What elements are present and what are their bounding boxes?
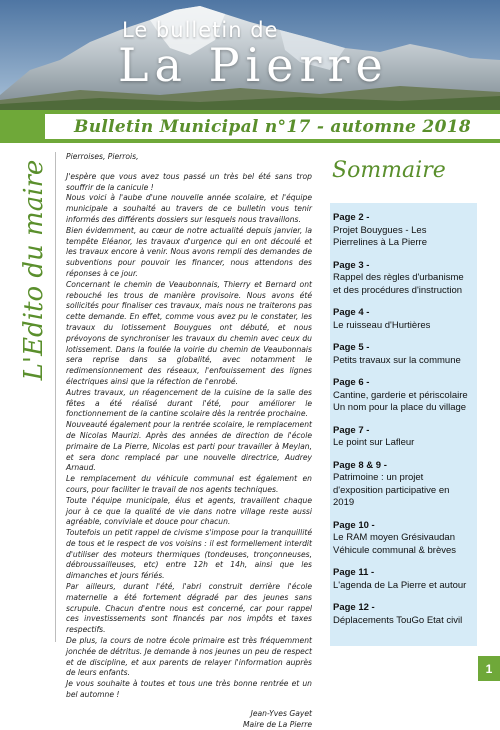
toc-page: Page 8 & 9 - [333,459,387,471]
toc-page: Page 2 - [333,212,370,223]
toc-item[interactable] [333,425,473,450]
signature-name: Jean-Yves Gayet [250,708,312,718]
toc-desc: Cantine, garderie et périscolaire Un nom pour la place du village [333,389,468,413]
toc-page: Page 7 - [333,424,370,436]
toc-page: Page 3 - [333,259,370,271]
header-banner [0,0,500,110]
toc-desc: Projet Bouygues - Les Pierrelines à La Pierre [333,224,427,248]
toc-page: Page 11 - [333,567,375,578]
toc-desc: Patrimoine : un projet d'exposition participative en 2019 [333,472,450,508]
toc-desc: Le ruisseau d'Hurtières [333,319,431,331]
toc-item[interactable] [333,602,473,627]
toc-page: Page 6 - [333,377,370,388]
letter-paragraph: Concernant le chemin de Veaubonnais, Thierry et Bernard ont rebouché les trous de manière provisoire. Nous avons été sollicités pour finaliser ces travaux, mais nous ne traiterons pas cette demande. En effet, comme vous avez pu le constater, les travaux du lotissement Bouygues ont débuté, et nous prévoyons de synchroniser les travaux du chemin avec ceux du lotissement. Dans la foulée la voirie du chemin de Veaubonnais sera reprise dans sa globalité, avec notamment le redimensionnement des réseaux, l'enfouissement des lignes électriques ainsi que la réfection de l'enrobé. [66,279,312,386]
toc-page: Page 10 - [333,519,375,531]
toc-page: Page 5 - [333,342,370,353]
letter-paragraph: Nouveauté également pour la rentrée scolaire, le remplacement de Nicolas Maurizi. Après des années de direction de l'école primaire de La Pierre, Nicolas est parti pour travailler à Meylan, et sera donc remplacé par une nouvelle directrice, Audrey Arnaud. [66,420,312,473]
toc-item[interactable] [333,377,473,415]
toc-item[interactable] [333,460,473,510]
bulletin-title-big: La Pierre [118,38,389,92]
bulletin-title-small: Le bulletin de [122,18,279,42]
letter-paragraph: Je vous souhaite à toutes et tous une très bonne rentrée et un bel automne ! [66,679,312,700]
toc-item[interactable] [333,260,473,298]
letter-paragraph: De plus, la cours de notre école primaire est très fréquemment jonchée de détritus. Je demande à nos jeunes un peu de respect et de discipline, et aux parents de relayer l'information auprès de leurs enfants. [66,636,312,678]
sommaire-title: Sommaire [332,158,446,183]
signature-title: Maire de La Pierre [242,719,312,729]
toc-desc: Le RAM moyen Grésivaudan Véhicule communal & brèves [333,532,457,556]
toc-desc: Rappel des règles d'urbanisme et des procédures d'instruction [333,272,464,296]
toc-item[interactable] [333,212,473,250]
toc-page: Page 4 - [333,307,370,318]
letter-paragraph: Toute l'équipe municipale, élus et agents, travaillent chaque jour à ce que la qualité de vie dans notre village reste aussi agréable, conviviale et douce pour chacun. [66,495,312,527]
letter-paragraph: Pierroises, Pierrois, [66,152,139,161]
sommaire-box [330,203,477,646]
letter-paragraph: Nous voici à l'aube d'une nouvelle année scolaire, et l'équipe municipale a souhaité au travers de ce bulletin vous tenir informés des différents dossiers sur lesquels nous travaillons. [66,193,312,224]
mayor-letter [66,152,312,730]
toc-page: Page 12 - [333,602,375,613]
letter-paragraph: J'espère que vous avez tous passé un très bel été sans trop souffrir de la canicule ! [66,171,312,192]
toc-desc: Déplacements TouGo Etat civil [333,614,463,626]
page-number: 1 [478,656,500,681]
toc-item[interactable] [333,567,473,592]
letter-paragraph: Par ailleurs, durant l'été, l'abri construit derrière l'école maternelle a été fortement dégradé par des jeunes sans scrupule. Chacun d'entre nous est concerné, car pour rappel ces investissements sont financés par nos impôts et taxes respectifs. [66,582,312,635]
letter-paragraph: Le remplacement du véhicule communal est également en cours, pour faciliter le travail de nos agents techniques. [66,474,312,494]
toc-desc: Le point sur Lafleur [333,437,415,448]
toc-desc: Petits travaux sur la commune [333,354,461,366]
toc-item[interactable] [333,342,473,367]
issue-subtitle: Bulletin Municipal n°17 - automne 2018 [74,116,471,137]
edito-label-container [14,150,54,390]
letter-paragraph: Bien évidemment, au cœur de notre actualité depuis janvier, la tempête Eléanor, les travaux d'urgence qui en ont découlé et les travaux encore à venir. Nous avons rempli des demandes de subventions pour pouvoir les financer, nous attendons des réponses à ce jour. [66,225,312,278]
toc-item[interactable] [333,520,473,558]
letter-paragraph: Autres travaux, un réagencement de la cuisine de la salle des fêtes a été réalisé durant l'été, pour améliorer le fonctionnement de la cantine scolaire dès la rentrée prochaine. [66,387,312,419]
subtitle-strip [45,114,500,139]
column-divider [55,152,56,642]
toc-desc: L'agenda de La Pierre et autour [333,579,467,591]
edito-label: L'Edito du maire [19,159,49,381]
letter-paragraph: Toutefois un petit rappel de civisme s'impose pour la tranquillité de tous et le respect de vos voisins : il est formellement interdit d'utiliser des moteurs thermiques (tondeuses, tronçonneuses, débroussailleuses, etc) entre 12h et 14h, ainsi que les dimanches et jours fériés. [66,528,312,581]
toc-item[interactable] [333,307,473,332]
